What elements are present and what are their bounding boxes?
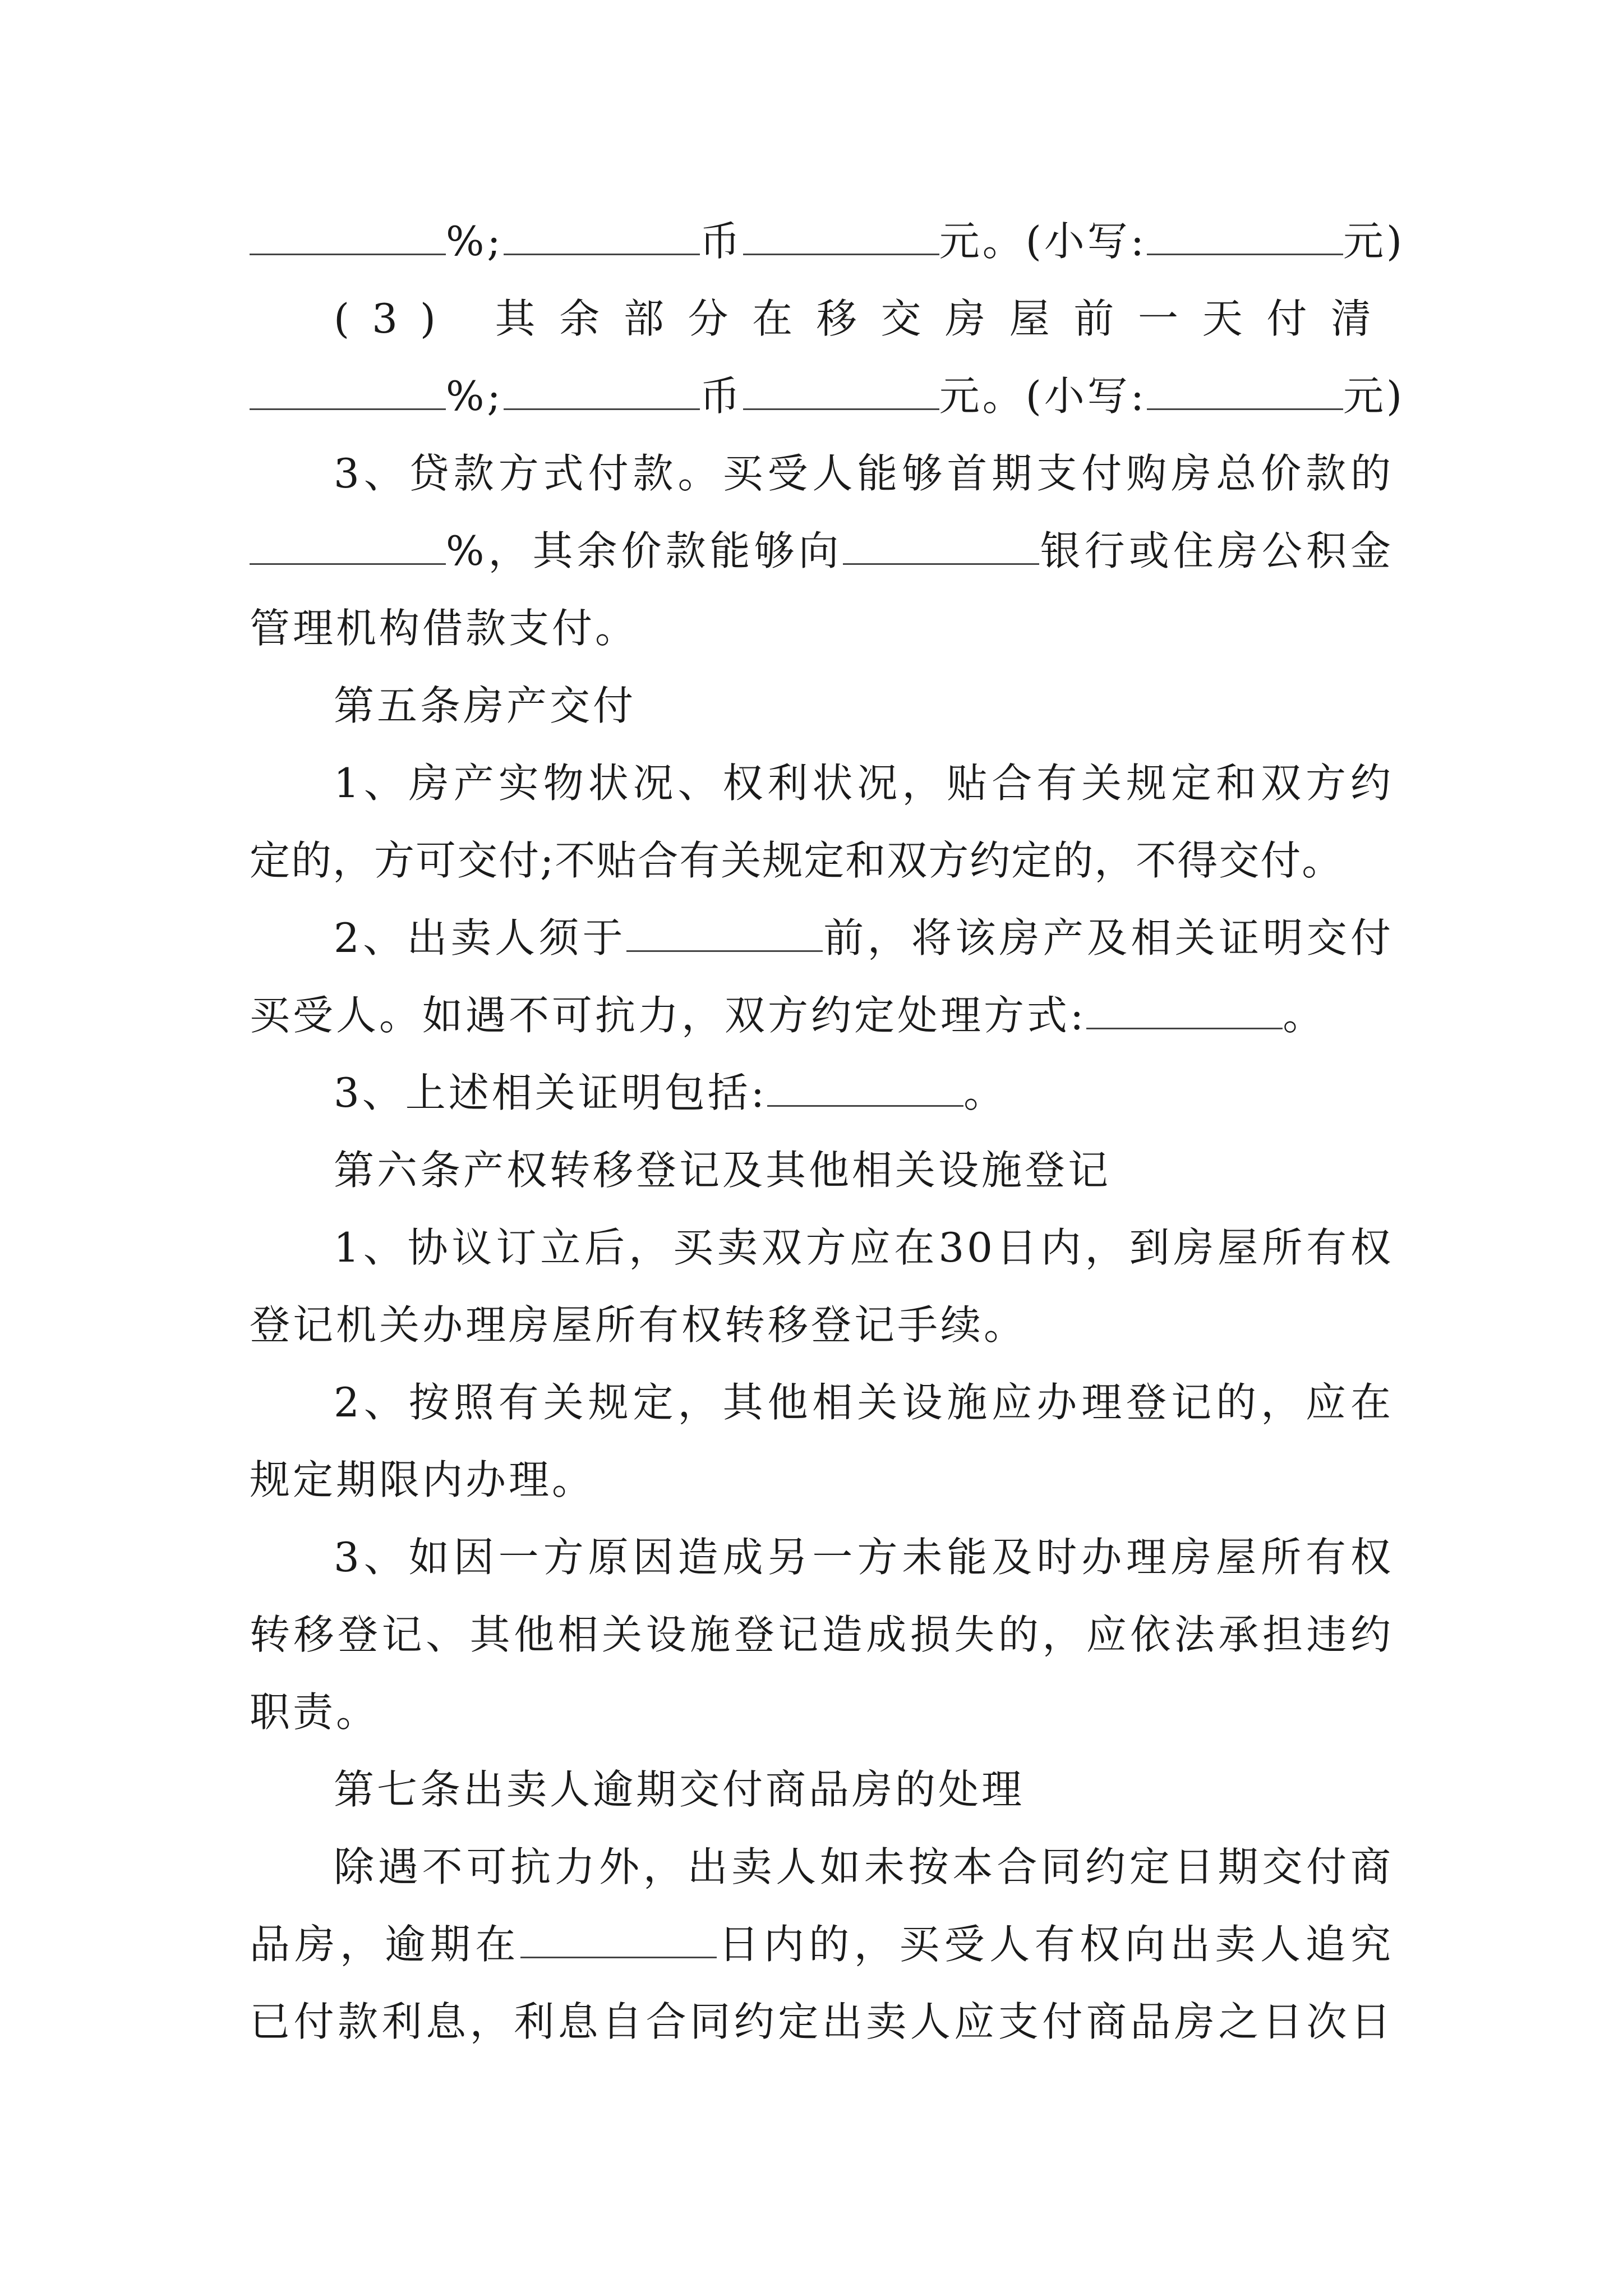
text-line: 规定期限内办理。: [250, 1456, 596, 1503]
text-line: 职责。: [250, 1688, 380, 1736]
fill-blank: [743, 253, 939, 255]
text-line: 1、房产实物状况、权利状况，贴合有关规定和双方约: [334, 760, 1394, 807]
fill-blank: [1147, 408, 1343, 410]
fill-blank: [626, 950, 823, 952]
line-segment: 元): [1343, 372, 1405, 420]
text-line: 除遇不可抗力外，出卖人如未按本合同约定日期交付商: [334, 1843, 1394, 1890]
text-line: [250, 1916, 1394, 1972]
line-segment: 买受人。如遇不可抗力，双方约定处理方式:: [250, 992, 1087, 1039]
text-line: [250, 523, 1394, 579]
text-line: 管理机构借款支付。: [250, 605, 639, 652]
line-segment: 。: [1283, 992, 1326, 1039]
line-segment: 3、上述相关证明包括:: [334, 1069, 768, 1116]
line-segment: 品房，逾期在: [250, 1921, 520, 1968]
line-segment: 日内的，买受人有权向出卖人追究: [716, 1921, 1394, 1968]
line-segment: 。: [963, 1069, 1007, 1116]
line-segment: 2、出卖人须于: [334, 914, 626, 961]
line-segment: %;: [446, 218, 504, 265]
text-line: 3、如因一方原因造成另一方未能及时办理房屋所有权: [334, 1534, 1394, 1581]
line-segment: 银行或住房公积金: [1039, 527, 1394, 574]
fill-blank: [250, 408, 446, 410]
text-line: 转移登记、其他相关设施登记造成损失的，应依法承担违约: [250, 1611, 1394, 1658]
text-line: 2、按照有关规定，其他相关设施应办理登记的，应在: [334, 1379, 1394, 1426]
text-line: [250, 987, 1394, 1043]
text-line: 定的，方可交付;不贴合有关规定和双方约定的，不得交付。: [250, 837, 1344, 884]
line-segment: 前，将该房产及相关证明交付: [822, 914, 1394, 961]
fill-blank: [767, 1105, 963, 1107]
line-segment: %，其余价款能够向: [446, 527, 843, 574]
text-line: 已付款利息，利息自合同约定出卖人应支付商品房之日次日: [250, 1998, 1394, 2045]
line-segment: 币: [699, 372, 743, 420]
fill-blank: [504, 253, 700, 255]
section-heading: 第五条房产交付: [334, 682, 637, 729]
fill-blank: [843, 563, 1039, 565]
line-segment: %;: [446, 372, 504, 420]
text-line: [250, 368, 1405, 424]
text-line: 1、协议订立后，买卖双方应在30日内，到房屋所有权: [334, 1224, 1394, 1271]
text-line: [250, 910, 1394, 966]
fill-blank: [504, 408, 700, 410]
text-line: [250, 1065, 1394, 1121]
text-line: 登记机关办理房屋所有权转移登记手续。: [250, 1301, 1027, 1349]
fill-blank: [1086, 1027, 1283, 1029]
section-heading: 第六条产权转移登记及其他相关设施登记: [334, 1147, 1112, 1194]
fill-blank: [250, 563, 446, 565]
fill-blank: [250, 253, 446, 255]
line-segment: 元。(小写:: [939, 372, 1147, 420]
fill-blank: [520, 1956, 717, 1958]
line-segment: 币: [699, 218, 743, 265]
text-line: 3、贷款方式付款。买受人能够首期支付购房总价款的: [334, 450, 1394, 497]
text-line: (3) 其余部分在移交房屋前一天付清: [334, 295, 1394, 342]
line-segment: 元): [1343, 218, 1405, 265]
fill-blank: [743, 408, 939, 410]
text-line: [250, 213, 1405, 269]
fill-blank: [1147, 253, 1343, 255]
line-segment: 元。(小写:: [939, 218, 1147, 265]
section-heading: 第七条出卖人逾期交付商品房的处理: [334, 1766, 1025, 1813]
